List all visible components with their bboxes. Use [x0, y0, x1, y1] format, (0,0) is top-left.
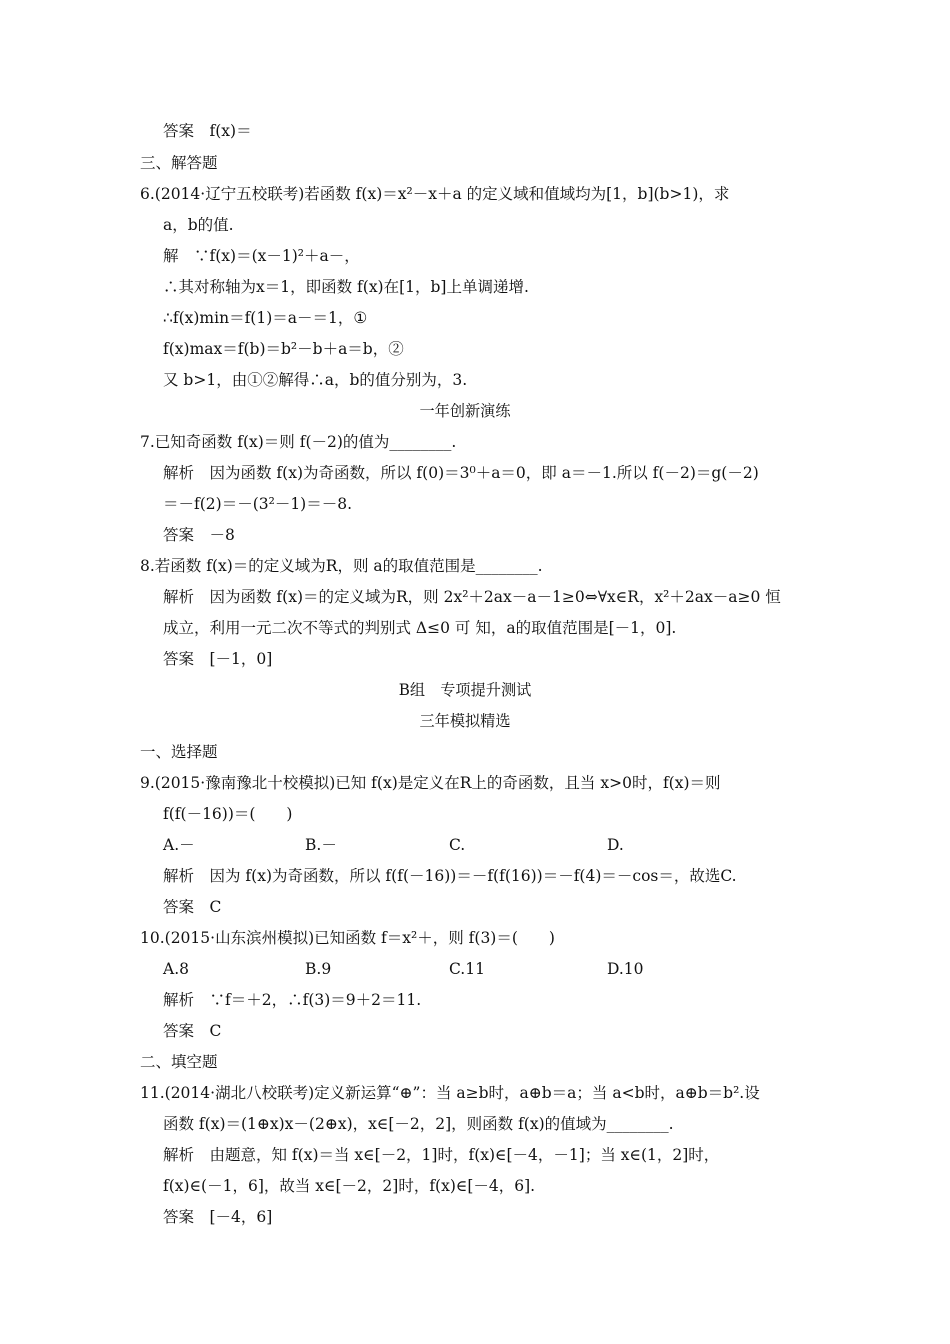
- problem-10-option-c: C.11: [449, 960, 485, 978]
- problem-7: 7.已知奇函数 f(x)＝则 f(－2)的值为________.: [140, 433, 457, 451]
- problem-10-option-b: B.9: [305, 960, 332, 978]
- problem-11-line-1: 11.(2014·湖北八校联考)定义新运算“⊕”：当 a≥b时，a⊕b＝a；当 a<b时，a⊕b＝b².设: [140, 1084, 760, 1102]
- heading-one-year-innovation: 一年创新演练: [419, 402, 511, 420]
- problem-9-option-b: B.－: [305, 836, 337, 854]
- section-heading-choice: 一、选择题: [140, 743, 218, 761]
- problem-6-line-2: a，b的值.: [163, 216, 234, 234]
- problem-6-solution-5: 又 b>1，由①②解得∴a，b的值分别为，3.: [163, 371, 468, 389]
- problem-6-solution-4: f(x)max＝f(b)＝b²－b＋a＝b，②: [163, 340, 404, 358]
- problem-8: 8.若函数 f(x)＝的定义域为R，则 a的取值范围是________.: [140, 557, 543, 575]
- problem-6-solution-3: ∴f(x)min＝f(1)＝a－＝1，①: [163, 309, 368, 327]
- problem-6-solution-1: 解 ∵f(x)＝(x－1)²＋a－，: [163, 247, 360, 265]
- problem-8-analysis-1: 解析 因为函数 f(x)＝的定义域为R，则 2x²＋2ax－a－1≥0⇔∀x∈R，x²＋2ax－a≥0 恒: [163, 588, 781, 606]
- problem-7-analysis-2: ＝－f(2)＝－(3²－1)＝－8.: [163, 495, 353, 513]
- problem-9-line-2: f(f(－16))＝( ): [163, 805, 293, 823]
- problem-8-answer: 答案 [－1，0]: [163, 650, 273, 668]
- problem-7-answer: 答案 －8: [163, 526, 235, 544]
- problem-11-analysis-2: f(x)∈(－1，6]，故当 x∈[－2，2]时，f(x)∈[－4，6].: [163, 1177, 536, 1195]
- problem-9-line-1: 9.(2015·豫南豫北十校模拟)已知 f(x)是定义在R上的奇函数，且当 x>0时，f(x)＝则: [140, 774, 721, 792]
- problem-11-line-2: 函数 f(x)＝(1⊕x)x－(2⊕x)，x∈[－2，2]，则函数 f(x)的值域为________.: [163, 1115, 674, 1133]
- problem-9-option-d: D.: [607, 836, 624, 854]
- problem-9-analysis: 解析 因为 f(x)为奇函数，所以 f(f(－16))＝－f(f(16))＝－f(4)＝－cos＝，故选C.: [163, 867, 737, 885]
- problem-9-answer: 答案 C: [163, 898, 222, 916]
- section-heading-fill: 二、填空题: [140, 1053, 218, 1071]
- problem-7-analysis-1: 解析 因为函数 f(x)为奇函数，所以 f(0)＝3⁰＋a＝0，即 a＝－1.所以 f(－2)＝g(－2): [163, 464, 759, 482]
- problem-11-answer: 答案 [－4，6]: [163, 1208, 273, 1226]
- problem-10-answer: 答案 C: [163, 1022, 222, 1040]
- problem-10-analysis: 解析 ∵f＝＋2，∴f(3)＝9＋2＝11.: [163, 991, 422, 1009]
- problem-6-line-1: 6.(2014·辽宁五校联考)若函数 f(x)＝x²－x＋a 的定义域和值域均为[1，b](b>1)，求: [140, 185, 730, 203]
- problem-6-solution-2: ∴其对称轴为x＝1，即函数 f(x)在[1，b]上单调递增.: [163, 278, 529, 296]
- problem-10-option-d: D.10: [607, 960, 644, 978]
- problem-8-analysis-2: 成立，利用一元二次不等式的判别式 Δ≤0 可 知，a的取值范围是[－1，0].: [163, 619, 677, 637]
- section-heading-solve: 三、解答题: [140, 154, 218, 172]
- problem-9-option-c: C.: [449, 836, 466, 854]
- heading-group-b: B组 专项提升测试: [398, 681, 532, 699]
- problem-10-option-a: A.8: [163, 960, 189, 978]
- answer-5: 答案 f(x)＝: [163, 122, 252, 140]
- problem-10: 10.(2015·山东滨州模拟)已知函数 f＝x²＋，则 f(3)＝( ): [140, 929, 555, 947]
- problem-11-analysis-1: 解析 由题意，知 f(x)＝当 x∈[－2，1]时，f(x)∈[－4，－1]；当 x∈(1，2]时，: [163, 1146, 720, 1164]
- heading-three-year-mock: 三年模拟精选: [419, 712, 511, 730]
- problem-9-option-a: A.－: [163, 836, 195, 854]
